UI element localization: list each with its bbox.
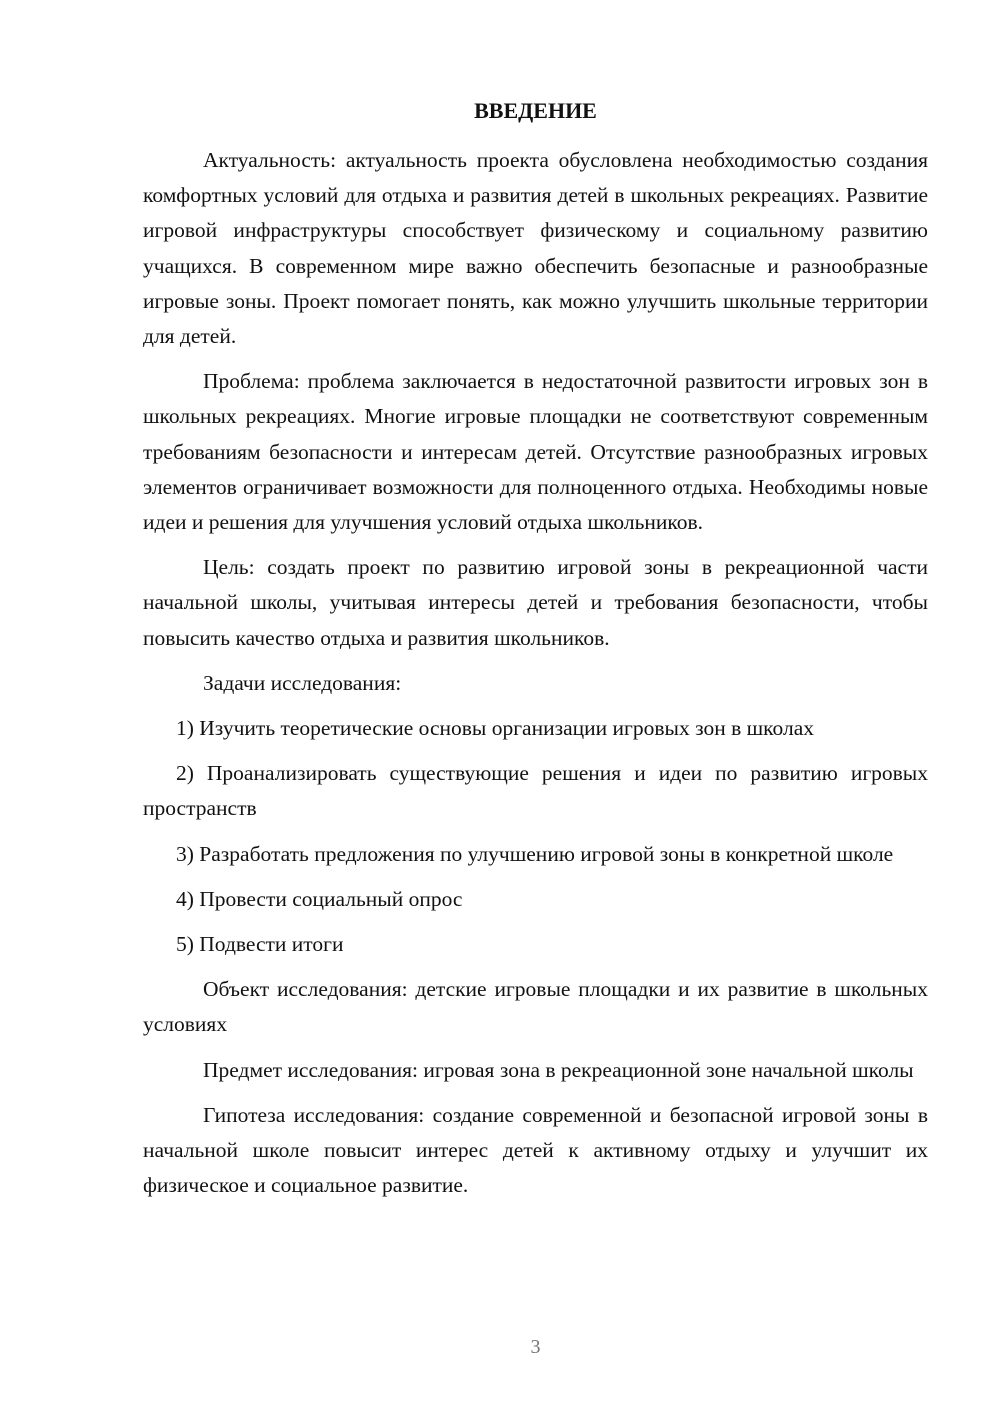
goal-paragraph: Цель: создать проект по развитию игровой зоны в рекреационной части начальной школы, учитывая интересы детей и требования безопасности, чтобы повысить качество отдыха и развития школьников.	[143, 555, 928, 650]
problem-paragraph: Проблема: проблема заключается в недостаточной развитости игровых зон в школьных рекреациях. Многие игровые площадки не соответствуют современным требованиям безопасности и интересам детей. Отсутствие разнообразных игровых элементов ограничивает возможности для полноценного отдыха. Необходимы новые идеи и решения для улучшения условий отдыха школьников.	[143, 369, 928, 535]
object-paragraph: Объект исследования: детские игровые площадки и их развитие в школьных условиях	[143, 977, 928, 1037]
hypothesis-paragraph: Гипотеза исследования: создание современной и безопасной игровой зоны в начальной школе повысит интерес детей к активному отдыху и улучшит их физическое и социальное развитие.	[143, 1102, 928, 1198]
task-item-3: 3) Разработать предложения по улучшению игровой зоны в конкретной школе	[176, 841, 894, 866]
tasks-heading: Задачи исследования:	[203, 670, 402, 695]
task-item-1: 1) Изучить теоретические основы организации игровых зон в школах	[176, 716, 815, 741]
document-page	[143, 0, 928, 1414]
task-item-5: 5) Подвести итоги	[176, 932, 344, 957]
task-item-2: 2) Проанализировать существующие решения и идеи по развитию игровых пространств	[143, 761, 928, 821]
page-number: 3	[530, 1336, 541, 1358]
task-item-4: 4) Провести социальный опрос	[176, 886, 463, 911]
relevance-paragraph: Актуальность: актуальность проекта обусловлена необходимостью создания комфортных условий для отдыха и развития детей в школьных рекреациях. Развитие игровой инфраструктуры способствует физическому и социальному развитию учащихся. В современном мире важно обеспечить безопасные и разнообразные игровые зоны. Проект помогает понять, как можно улучшить школьные территории для детей.	[143, 148, 928, 349]
section-heading: ВВЕДЕНИЕ	[474, 98, 597, 123]
document-body	[143, 143, 928, 1213]
subject-paragraph: Предмет исследования: игровая зона в рекреационной зоне начальной школы	[203, 1057, 914, 1082]
